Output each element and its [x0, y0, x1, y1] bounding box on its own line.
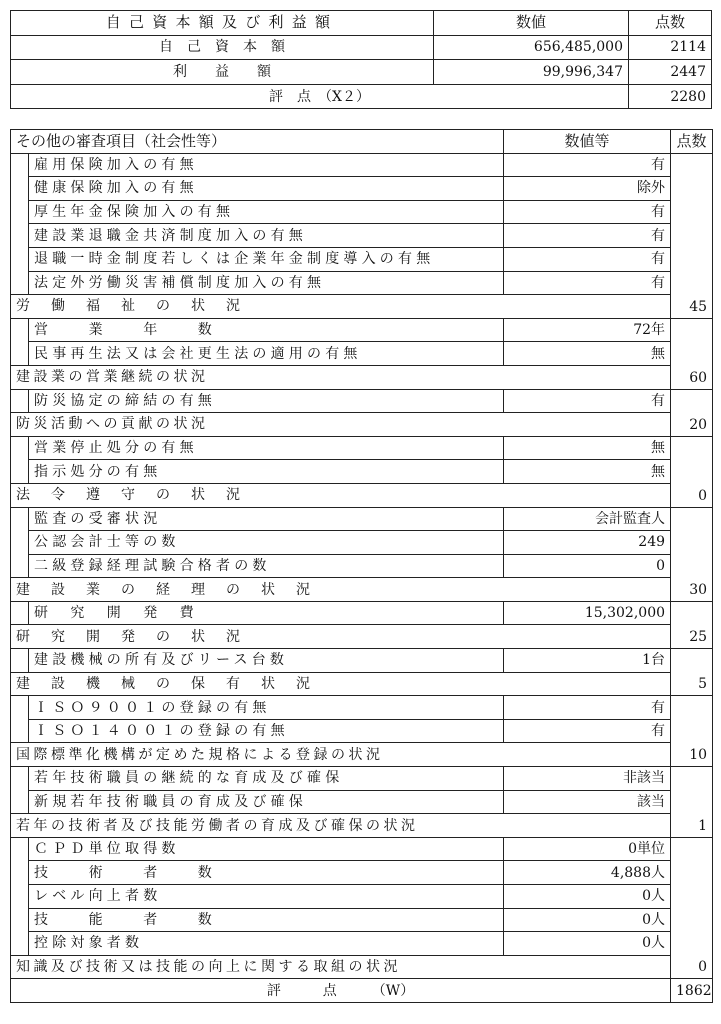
section-points: 0 — [671, 436, 713, 507]
item-row — [11, 200, 713, 224]
indent-spacer — [11, 507, 29, 578]
section-summary-label: 労 働 福 祉 の 状 況 — [11, 295, 671, 319]
section-summary-label: 若年の技術者及び技能労働者の育成及び確保の状況 — [11, 814, 671, 838]
section-points: 0 — [671, 837, 713, 979]
section-summary-label: 建設業の営業継続の状況 — [11, 365, 671, 389]
item-value: 0 — [504, 554, 671, 578]
score-label: 評 点 （X２） — [11, 84, 629, 109]
item-row — [11, 696, 713, 720]
item-label: 控除対象者数 — [29, 932, 504, 956]
item-value: 15,302,000 — [504, 601, 671, 625]
social-items-body — [11, 130, 713, 1003]
item-row — [11, 719, 713, 743]
item-row — [11, 271, 713, 295]
item-row — [11, 885, 713, 909]
item-label: 監査の受審状況 — [29, 507, 504, 531]
item-value: 有 — [504, 200, 671, 224]
table1-row — [11, 35, 712, 60]
table1-score-row — [11, 84, 712, 109]
section-summary-row — [11, 483, 713, 507]
item-row — [11, 389, 713, 413]
item-value: 該当 — [504, 790, 671, 814]
section-summary-label: 建 設 業 の 経 理 の 状 況 — [11, 578, 671, 602]
item-label: 技 能 者 数 — [29, 908, 504, 932]
item-value: 無 — [504, 460, 671, 484]
item-label: 研 究 開 発 費 — [29, 601, 504, 625]
item-row — [11, 224, 713, 248]
item-value: 有 — [504, 271, 671, 295]
item-value: 有 — [504, 719, 671, 743]
section-summary-label: 知識及び技術又は技能の向上に関する取組の状況 — [11, 955, 671, 979]
item-row — [11, 247, 713, 271]
item-value: 0単位 — [504, 837, 671, 861]
section-summary-label: 法 令 遵 守 の 状 況 — [11, 483, 671, 507]
section-summary-row — [11, 625, 713, 649]
item-value: 有 — [504, 389, 671, 413]
section-points: 60 — [671, 318, 713, 389]
section-summary-label: 建 設 機 械 の 保 有 状 況 — [11, 672, 671, 696]
section-summary-row — [11, 814, 713, 838]
item-label: 建設機械の所有及びリース台数 — [29, 649, 504, 673]
section-points: 10 — [671, 696, 713, 767]
item-value: 4,888人 — [504, 861, 671, 885]
section-summary-row — [11, 578, 713, 602]
section-points: 5 — [671, 649, 713, 696]
indent-spacer — [11, 649, 29, 673]
section-summary-row — [11, 743, 713, 767]
item-label: 雇用保険加入の有無 — [29, 153, 504, 177]
item-row — [11, 837, 713, 861]
item-label: ＣＰＤ単位取得数 — [29, 837, 504, 861]
indent-spacer — [11, 837, 29, 955]
item-label: 若年技術職員の継続的な育成及び確保 — [29, 767, 504, 791]
item-value: 0人 — [504, 885, 671, 909]
section-summary-label: 防災活動への貢献の状況 — [11, 413, 671, 437]
score-label: 評 点 （W） — [11, 979, 671, 1003]
indent-spacer — [11, 153, 29, 295]
item-row — [11, 531, 713, 555]
item-value: 会計監査人 — [504, 507, 671, 531]
item-row — [11, 908, 713, 932]
section-summary-row — [11, 672, 713, 696]
section-summary-row — [11, 413, 713, 437]
indent-spacer — [11, 436, 29, 483]
section-summary-label: 国際標準化機構が定めた規格による登録の状況 — [11, 743, 671, 767]
section-points: 25 — [671, 601, 713, 648]
indent-spacer — [11, 318, 29, 365]
item-value: 無 — [504, 342, 671, 366]
item-value: 有 — [504, 247, 671, 271]
item-label: 公認会計士等の数 — [29, 531, 504, 555]
table2-header-value: 数値等 — [504, 130, 671, 154]
item-row — [11, 436, 713, 460]
item-row — [11, 342, 713, 366]
table1-header — [11, 11, 712, 36]
item-label: 建設業退職金共済制度加入の有無 — [29, 224, 504, 248]
item-label: 健康保険加入の有無 — [29, 177, 504, 201]
item-label: 技 術 者 数 — [29, 861, 504, 885]
capital-profit-table — [10, 10, 712, 109]
item-value: 除外 — [504, 177, 671, 201]
item-label: 新規若年技術職員の育成及び確保 — [29, 790, 504, 814]
section-points: 1 — [671, 767, 713, 838]
item-value: 1台 — [504, 649, 671, 673]
item-row — [11, 507, 713, 531]
item-value: 有 — [504, 696, 671, 720]
section-summary-row — [11, 295, 713, 319]
item-row — [11, 790, 713, 814]
item-row — [11, 177, 713, 201]
item-value: 249 — [504, 531, 671, 555]
score-points: 2280 — [629, 84, 712, 109]
item-value: 0人 — [504, 932, 671, 956]
table2-header — [11, 130, 713, 154]
item-label: 防災協定の締結の有無 — [29, 389, 504, 413]
item-label: レベル向上者数 — [29, 885, 504, 909]
item-label: ＩＳＯ１４００１の登録の有無 — [29, 719, 504, 743]
row-value: 656,485,000 — [434, 35, 629, 60]
indent-spacer — [11, 696, 29, 743]
item-row — [11, 861, 713, 885]
section-summary-row — [11, 955, 713, 979]
score-points: 1862 — [671, 979, 713, 1003]
item-label: 営業停止処分の有無 — [29, 436, 504, 460]
indent-spacer — [11, 389, 29, 413]
item-label: 営 業 年 数 — [29, 318, 504, 342]
item-label: 二級登録経理試験合格者の数 — [29, 554, 504, 578]
item-row — [11, 554, 713, 578]
item-label: 指示処分の有無 — [29, 460, 504, 484]
row-points: 2114 — [629, 35, 712, 60]
table1-header-value: 数値 — [434, 11, 629, 36]
item-value: 無 — [504, 436, 671, 460]
row-value: 99,996,347 — [434, 60, 629, 85]
item-value: 有 — [504, 224, 671, 248]
item-value: 非該当 — [504, 767, 671, 791]
row-label: 自 己 資 本 額 — [11, 35, 434, 60]
section-points: 30 — [671, 507, 713, 601]
indent-spacer — [11, 767, 29, 814]
item-label: 民事再生法又は会社更生法の適用の有無 — [29, 342, 504, 366]
indent-spacer — [11, 601, 29, 625]
item-row — [11, 318, 713, 342]
section-summary-row — [11, 365, 713, 389]
item-row — [11, 601, 713, 625]
social-items-table — [10, 129, 713, 1003]
item-row — [11, 932, 713, 956]
item-label: 退職一時金制度若しくは企業年金制度導入の有無 — [29, 247, 504, 271]
table2-header-points: 点数 — [671, 130, 713, 154]
section-summary-label: 研 究 開 発 の 状 況 — [11, 625, 671, 649]
item-value: 72年 — [504, 318, 671, 342]
section-points: 45 — [671, 153, 713, 318]
table1-row — [11, 60, 712, 85]
item-row — [11, 767, 713, 791]
item-label: 法定外労働災害補償制度加入の有無 — [29, 271, 504, 295]
section-points: 20 — [671, 389, 713, 436]
row-label: 利 益 額 — [11, 60, 434, 85]
table2-header-item: その他の審査項目（社会性等） — [11, 130, 504, 154]
table1-header-points: 点数 — [629, 11, 712, 36]
item-row — [11, 460, 713, 484]
table1-header-item: 自己資本額及び利益額 — [11, 11, 434, 36]
row-points: 2447 — [629, 60, 712, 85]
item-row — [11, 649, 713, 673]
item-value: 有 — [504, 153, 671, 177]
item-row — [11, 153, 713, 177]
item-value: 0人 — [504, 908, 671, 932]
table2-score-row — [11, 979, 713, 1003]
item-label: 厚生年金保険加入の有無 — [29, 200, 504, 224]
item-label: ＩＳＯ９００１の登録の有無 — [29, 696, 504, 720]
